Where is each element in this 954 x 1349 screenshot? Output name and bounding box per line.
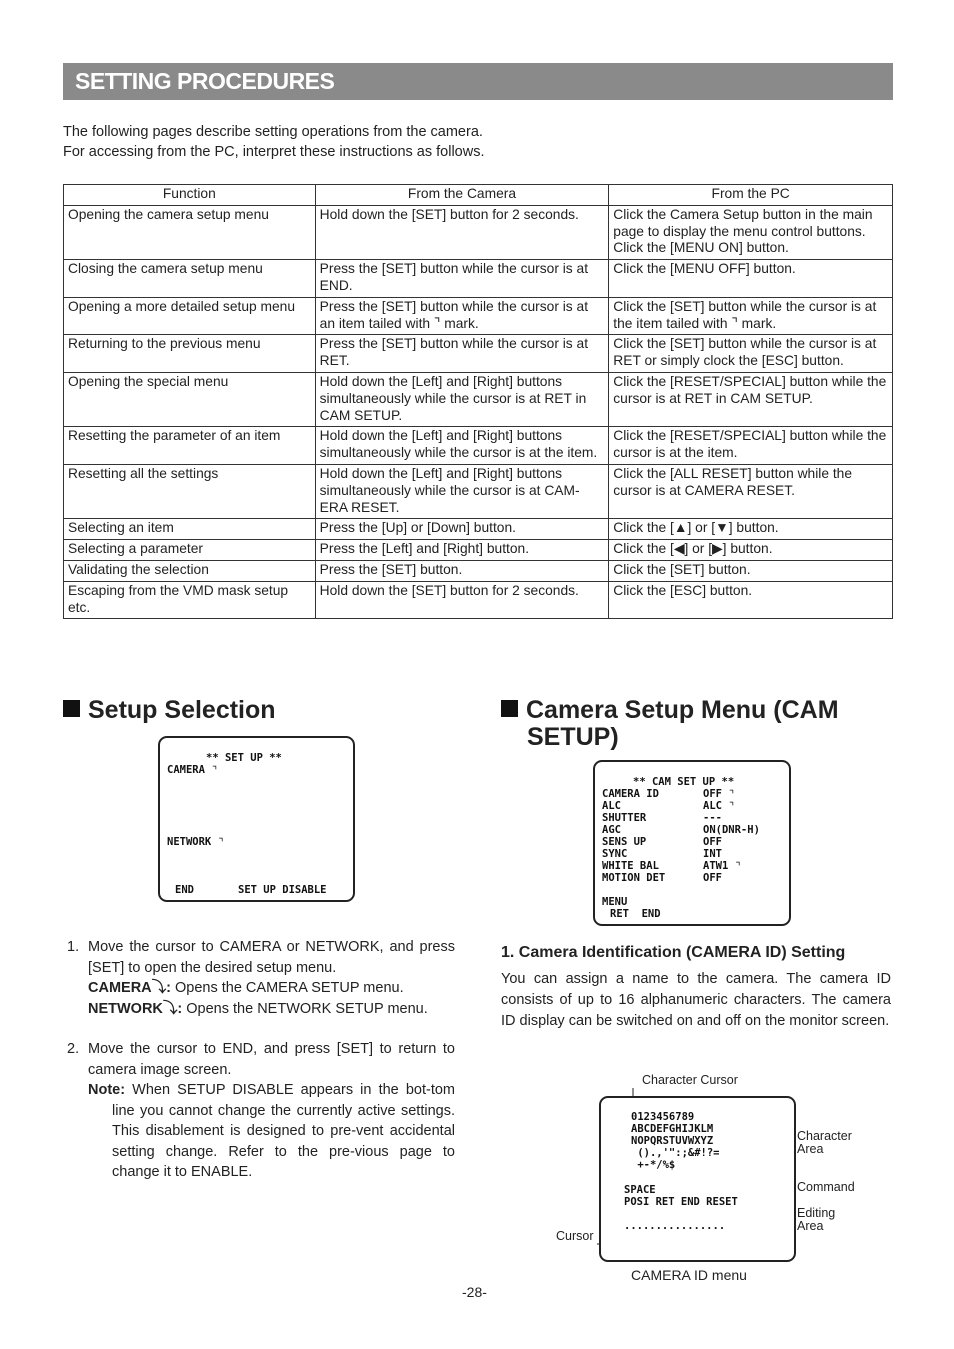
table-cell: Resetting the parameter of an item bbox=[64, 427, 316, 465]
menu-end: END bbox=[175, 884, 194, 896]
table-cell: Closing the camera setup menu bbox=[64, 260, 316, 298]
camera-id-caption: CAMERA ID menu bbox=[631, 1267, 747, 1283]
camera-id-paragraph: You can assign a name to the camera. The camera ID consists of up to 16 alphanumeric characters. The camera ID display can be switched on and off on the monitor screen. bbox=[501, 971, 891, 1029]
item-name: ALC bbox=[602, 800, 621, 812]
table-cell: Hold down the [Left] and [Right] buttons simultaneously while the cursor is at RET in CAM SETUP. bbox=[315, 372, 609, 426]
table-header: Function bbox=[64, 185, 316, 206]
step-number: 1. bbox=[67, 939, 80, 955]
table-cell: Validating the selection bbox=[64, 560, 316, 581]
menu-setup-disable: SET UP DISABLE bbox=[238, 884, 327, 896]
command-space: SPACE bbox=[624, 1184, 656, 1196]
label-text: Editing bbox=[797, 1206, 836, 1220]
table-cell: Selecting a parameter bbox=[64, 540, 316, 561]
table-cell: Opening a more detailed setup menu bbox=[64, 297, 316, 335]
character-row: +-*/%$ bbox=[631, 1159, 676, 1171]
page-number: -28- bbox=[462, 1284, 487, 1300]
item-value: ALC ⌝ bbox=[703, 800, 735, 812]
table-cell: Click the [SET] button while the cursor is at the item tailed with ⌝ mark. bbox=[609, 297, 893, 335]
table-cell: Resetting all the settings bbox=[64, 464, 316, 518]
camera-label: CAMERA⤵: bbox=[88, 980, 171, 996]
heading-text: Camera Setup Menu (CAM bbox=[526, 696, 839, 724]
table-cell: Click the [RESET/SPECIAL] button while the cursor is at RET in CAM SETUP. bbox=[609, 372, 893, 426]
item-name: CAMERA ID bbox=[602, 788, 659, 800]
table-header: From the PC bbox=[609, 185, 893, 206]
menu-camera: CAMERA ⌝ bbox=[167, 764, 218, 776]
item-value: OFF ⌝ bbox=[703, 788, 735, 800]
editing-area: ................ bbox=[624, 1220, 726, 1232]
command-label: Command bbox=[797, 1180, 855, 1194]
menu-label: MENU bbox=[602, 896, 628, 908]
table-cell: Click the [ALL RESET] button while the cursor is at CAMERA RESET. bbox=[609, 464, 893, 518]
screen-title: ** CAM SET UP ** bbox=[633, 776, 735, 788]
table-cell: Selecting an item bbox=[64, 519, 316, 540]
menu-ret-end: RET END bbox=[610, 908, 661, 920]
heading-text-2: SETUP) bbox=[527, 723, 619, 751]
label-text: Area bbox=[797, 1219, 824, 1233]
table-cell: Click the [SET] button while the cursor is at RET or simply clock the [ESC] button. bbox=[609, 335, 893, 373]
character-area-label bbox=[797, 1130, 852, 1156]
network-desc: Opens the NETWORK SETUP menu. bbox=[182, 1000, 428, 1017]
camera-id-subheading: 1. Camera Identification (CAMERA ID) Setting bbox=[501, 944, 846, 961]
table-cell: Opening the special menu bbox=[64, 372, 316, 426]
table-cell: Click the [◀] or [▶] button. bbox=[609, 540, 893, 561]
table-cell: Hold down the [SET] button for 2 seconds. bbox=[315, 205, 609, 259]
table-cell: Click the [RESET/SPECIAL] button while the cursor is at the item. bbox=[609, 427, 893, 465]
step-text: Move the cursor to END, and press [SET] to return to camera image screen. bbox=[88, 1041, 455, 1078]
table-cell: Click the [SET] button. bbox=[609, 560, 893, 581]
character-row: ().,'":;&#!?= bbox=[631, 1147, 720, 1159]
intro-line-1: The following pages describe setting operations from the camera. bbox=[63, 124, 483, 140]
table-cell: Hold down the [SET] button for 2 seconds. bbox=[315, 581, 609, 619]
item-value: ON(DNR-H) bbox=[703, 824, 760, 836]
table-cell: Escaping from the VMD mask setup etc. bbox=[64, 581, 316, 619]
editing-area-label bbox=[797, 1207, 835, 1233]
item-name: AGC bbox=[602, 824, 621, 836]
command-row: POSI RET END RESET bbox=[624, 1196, 738, 1208]
table-cell: Press the [SET] button while the cursor is at an item tailed with ⌝ mark. bbox=[315, 297, 609, 335]
heading-text: Setup Selection bbox=[88, 696, 276, 724]
item-name: MOTION DET bbox=[602, 872, 666, 884]
char-cursor-label: Character Cursor bbox=[642, 1073, 738, 1087]
section-title: SETTING PROCEDURES bbox=[75, 68, 335, 94]
screen-title: ** SET UP ** bbox=[206, 752, 282, 764]
label-text: Character bbox=[797, 1129, 852, 1143]
character-area bbox=[631, 1111, 720, 1171]
table-cell: Hold down the [Left] and [Right] buttons simultaneously while the cursor is at the item. bbox=[315, 427, 609, 465]
item-value: OFF bbox=[703, 836, 722, 848]
item-name: WHITE BAL bbox=[602, 860, 659, 872]
table-cell: Press the [Up] or [Down] button. bbox=[315, 519, 609, 540]
step-number: 2. bbox=[67, 1041, 80, 1057]
table-cell: Click the Camera Setup button in the main page to display the menu control buttons. Click the [MENU ON] button. bbox=[609, 205, 893, 259]
camera-desc: Opens the CAMERA SETUP menu. bbox=[170, 980, 404, 996]
menu-network: NETWORK ⌝ bbox=[167, 836, 224, 848]
table-cell: Returning to the previous menu bbox=[64, 335, 316, 373]
network-label: NETWORK⤵: bbox=[88, 1000, 183, 1017]
table-cell: Press the [SET] button. bbox=[315, 560, 609, 581]
cursor-label: Cursor bbox=[556, 1229, 594, 1243]
character-row: 0123456789 bbox=[631, 1111, 695, 1123]
character-row: ABCDEFGHIJKLM bbox=[631, 1123, 714, 1135]
table-cell: Click the [MENU OFF] button. bbox=[609, 260, 893, 298]
table-cell: Press the [SET] button while the cursor is at END. bbox=[315, 260, 609, 298]
table-cell: Hold down the [Left] and [Right] buttons simultaneously while the cursor is at CAM-ERA RESET. bbox=[315, 464, 609, 518]
note-text: When SETUP DISABLE appears in the bot-tom line you cannot change the currently active settings. This disablement is designed to pre-vent accidental setting change. Refer to the pre-vious page to change it to ENABLE. bbox=[112, 1082, 455, 1180]
item-value: ATW1 ⌝ bbox=[703, 860, 741, 872]
table-cell: Click the [ESC] button. bbox=[609, 581, 893, 619]
intro-line-2: For accessing from the PC, interpret these instructions as follows. bbox=[63, 144, 485, 160]
item-value: --- bbox=[703, 812, 722, 824]
item-value: OFF bbox=[703, 872, 722, 884]
camera-id-screen bbox=[599, 1096, 796, 1262]
table-cell: Click the [▲] or [▼] button. bbox=[609, 519, 893, 540]
character-row: NOPQRSTUVWXYZ bbox=[631, 1135, 714, 1147]
table-cell: Opening the camera setup menu bbox=[64, 205, 316, 259]
table-cell: Press the [SET] button while the cursor is at RET. bbox=[315, 335, 609, 373]
item-name: SYNC bbox=[602, 848, 628, 860]
table-cell: Press the [Left] and [Right] button. bbox=[315, 540, 609, 561]
item-name: SENS UP bbox=[602, 836, 647, 848]
note-label: Note: bbox=[88, 1082, 126, 1098]
step-text: Move the cursor to CAMERA or NETWORK, and press [SET] to open the desired setup menu. bbox=[88, 939, 455, 976]
table-header: From the Camera bbox=[315, 185, 609, 206]
item-value: INT bbox=[703, 848, 722, 860]
item-name: SHUTTER bbox=[602, 812, 647, 824]
label-text: Area bbox=[797, 1142, 824, 1156]
